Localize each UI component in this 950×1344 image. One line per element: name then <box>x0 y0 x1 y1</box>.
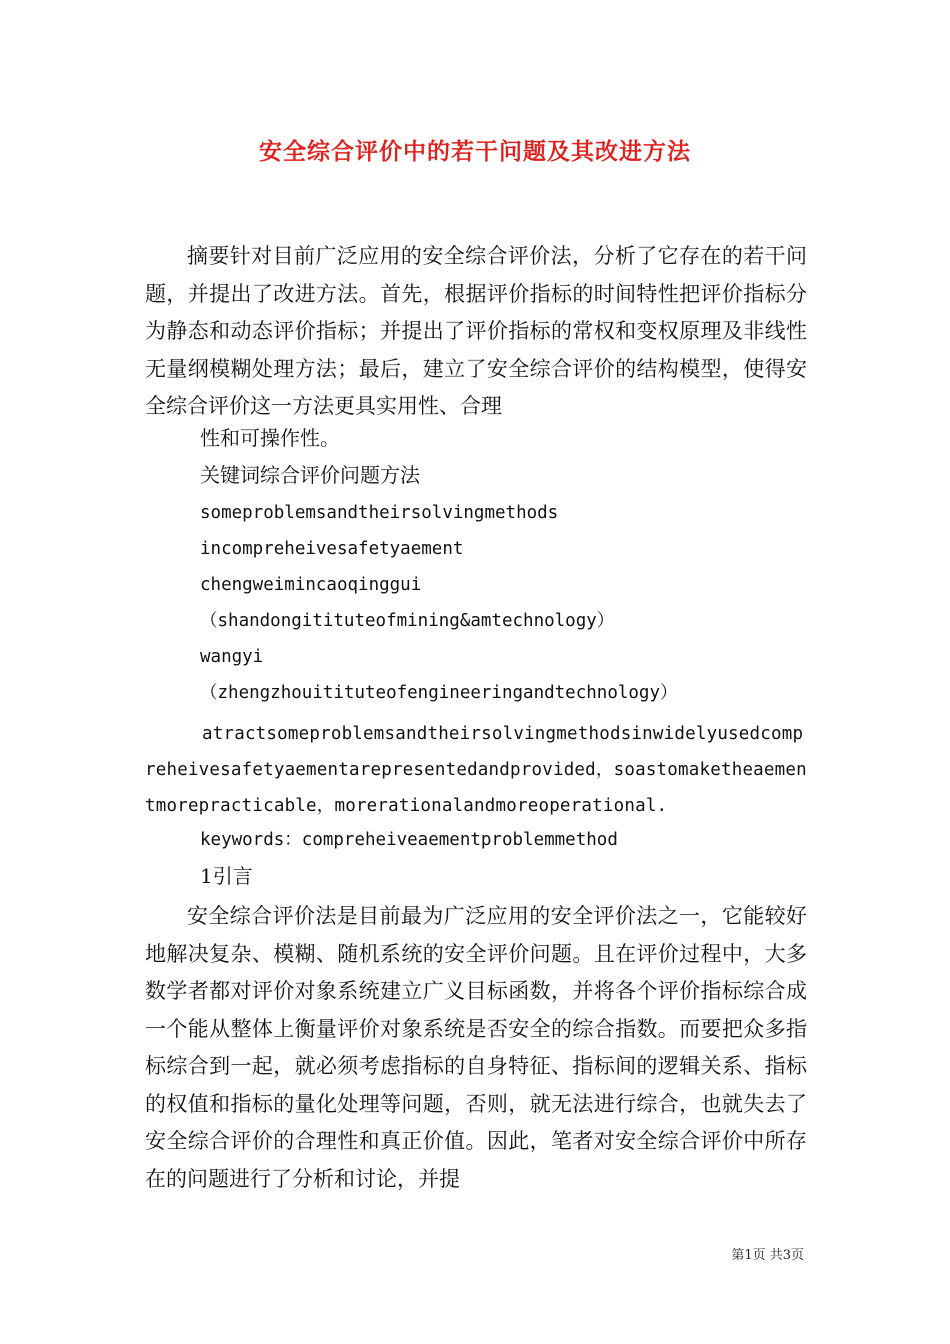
title-en-2: incompreheivesafetyaement <box>200 539 464 559</box>
author-1: chengweimincaoqinggui <box>200 575 422 595</box>
author-2: wangyi <box>200 647 264 667</box>
abstract-en: atractsomeproblemsandtheirsolvingmethodsinwidelyusedcompreheivesafetyaementarepresentedandprovided，soastomaketheaementmorepracticable，morerationalandmoreoperational. <box>145 724 807 816</box>
section-heading: 1引言 <box>200 864 253 888</box>
section-body: 安全综合评价法是目前最为广泛应用的安全评价法之一，它能较好地解决复杂、模糊、随机系统的安全评价问题。且在评价过程中，大多数学者都对评价对象系统建立广义目标函数，并将各个评价指标综合成一个能从整体上衡量评价对象系统是否安全的综合指数。而要把众多指标综合到一起，就必须考虑指标的自身特征、指标间的逻辑关系、指标的权值和指标的量化处理等问题，否则，就无法进行综合，也就失去了安全综合评价的合理性和真正价值。因此，笔者对安全综合评价中所存在的问题进行了分析和讨论，并提 <box>145 904 807 1191</box>
title-en: someproblemsandtheirsolvingmethods <box>200 503 559 523</box>
page-number: 第1页 共3页 <box>731 1248 804 1263</box>
affiliation-2: （zhengzhouitituteofengineeringandtechnology） <box>200 683 678 703</box>
keywords-en: keywords：compreheiveaementproblemmethod <box>200 830 618 850</box>
page-title: 安全综合评价中的若干问题及其改进方法 <box>259 138 691 165</box>
keywords-zh: 关键词综合评价问题方法 <box>200 463 420 487</box>
affiliation-1: （shandongitituteofmining&amtechnology） <box>200 611 615 631</box>
abstract-zh: 摘要针对目前广泛应用的安全综合评价法，分析了它存在的若干问题，并提出了改进方法。首先，根据评价指标的时间特性把评价指标分为静态和动态评价指标；并提出了评价指标的常权和变权原理及非线性无量纲模糊处理方法；最后，建立了安全综合评价的结构模型，使得安全综合评价这一方法更具实用性、合理 <box>145 244 807 418</box>
abstract-zh-tail: 性和可操作性。 <box>200 426 340 450</box>
